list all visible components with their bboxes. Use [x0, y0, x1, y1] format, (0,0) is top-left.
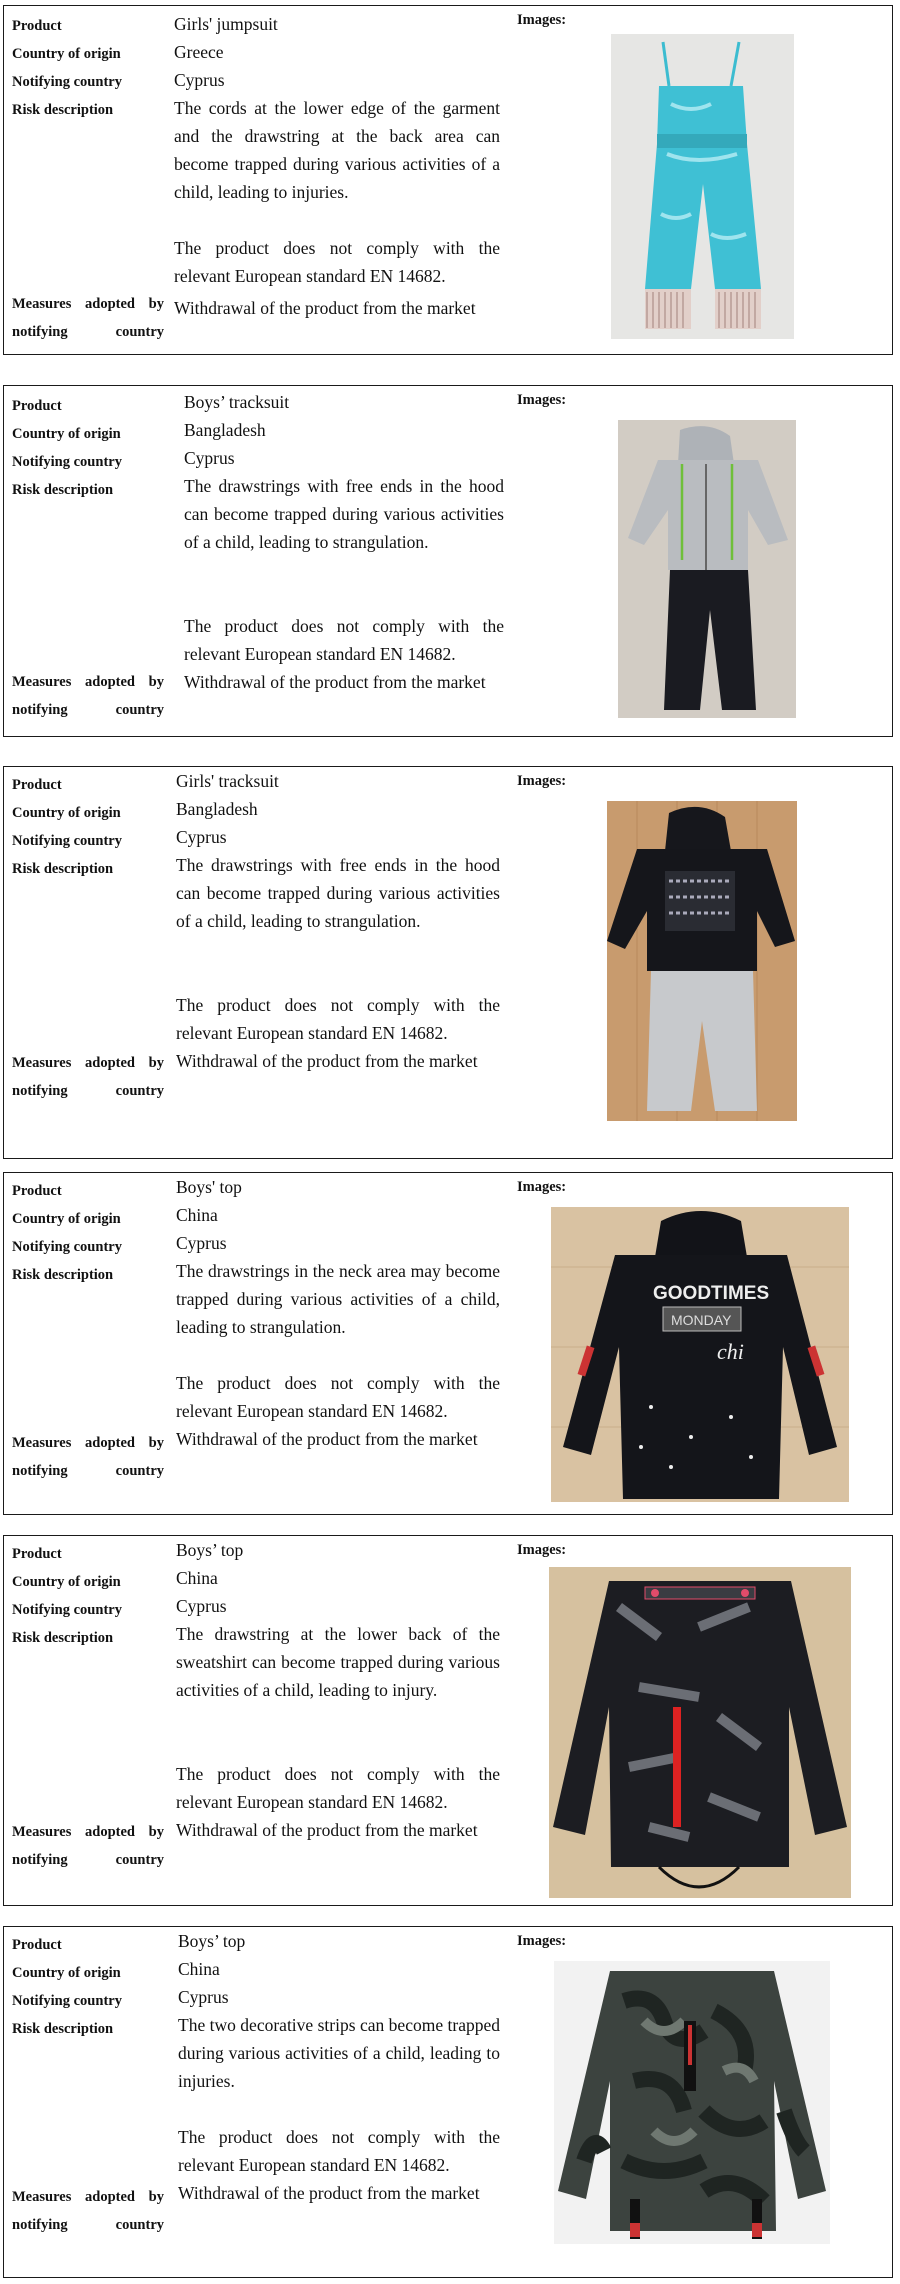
product-label: Product [12, 1183, 62, 1199]
risk-label: Risk description [12, 2021, 114, 2037]
origin-label: Country of origin [12, 1574, 121, 1590]
compliance-value: The product does not comply with the relevant European standard EN 14682. [178, 2127, 500, 2175]
risk-label: Risk description [12, 1267, 114, 1283]
grey-tracksuit-photo [618, 420, 796, 718]
risk-label: Risk description [12, 102, 114, 118]
product-label: Product [12, 1546, 62, 1562]
origin-value: China [178, 1959, 220, 1979]
measures-label: Measures adopted by notifying country [12, 2189, 164, 2233]
risk-label: Risk description [12, 861, 114, 877]
measures-value: Withdrawal of the product from the market [174, 298, 476, 318]
notifying-label: Notifying country [12, 74, 122, 90]
images-label: Images: [517, 392, 567, 408]
jumpsuit-photo [611, 34, 794, 339]
compliance-value: The product does not comply with the relevant European standard EN 14682. [176, 995, 500, 1043]
entry-card-5 [3, 1535, 893, 1906]
compliance-value: The product does not comply with the relevant European standard EN 14682. [174, 238, 500, 286]
risk-value: The two decorative strips can become trapped during various activities of a child, leading to injuries. [178, 2015, 500, 2091]
images-label: Images: [517, 773, 567, 789]
images-label: Images: [517, 12, 567, 28]
product-value: Girls' tracksuit [176, 771, 279, 791]
product-value: Girls' jumpsuit [174, 14, 278, 34]
images-label: Images: [517, 1933, 567, 1949]
risk-label: Risk description [12, 1630, 114, 1646]
product-value: Boys’ tracksuit [184, 392, 290, 412]
measures-value: Withdrawal of the product from the market [176, 1429, 478, 1449]
entry-card-3 [3, 766, 893, 1159]
origin-value: Bangladesh [176, 799, 258, 819]
notifying-label: Notifying country [12, 454, 122, 470]
product-value: Boys’ top [178, 1931, 246, 1951]
compliance-value: The product does not comply with the relevant European standard EN 14682. [176, 1373, 500, 1421]
measures-value: Withdrawal of the product from the market [178, 2183, 480, 2203]
print-text-3: chi [717, 1339, 744, 1364]
risk-value: The cords at the lower edge of the garment and the drawstring at the back area can become trapped during various activities of a child, leading to injuries. [174, 98, 500, 202]
black-hooded-top-photo [551, 1207, 849, 1502]
entry-card-6 [3, 1926, 893, 2278]
origin-label: Country of origin [12, 426, 121, 442]
print-text-2: MONDAY [671, 1312, 732, 1328]
images-label: Images: [517, 1179, 567, 1195]
product-label: Product [12, 18, 62, 34]
origin-value: China [176, 1205, 218, 1225]
notifying-value: Cyprus [176, 827, 227, 847]
measures-label: Measures adopted by notifying country [12, 674, 164, 718]
measures-value: Withdrawal of the product from the market [184, 672, 486, 692]
product-label: Product [12, 777, 62, 793]
product-label: Product [12, 1937, 62, 1953]
measures-value: Withdrawal of the product from the market [176, 1820, 478, 1840]
product-value: Boys' top [176, 1177, 242, 1197]
measures-label: Measures adopted by notifying country [12, 296, 164, 340]
notifying-label: Notifying country [12, 833, 122, 849]
notifying-value: Cyprus [184, 448, 235, 468]
measures-label: Measures adopted by notifying country [12, 1435, 164, 1479]
origin-value: Bangladesh [184, 420, 266, 440]
camouflage-top-photo [554, 1961, 830, 2244]
black-grey-tracksuit-photo [607, 801, 797, 1121]
notifying-value: Cyprus [178, 1987, 229, 2007]
risk-value: The drawstrings with free ends in the hood can become trapped during various activities of a child, leading to strangulation. [184, 476, 504, 552]
entry-card-2 [3, 385, 893, 737]
origin-label: Country of origin [12, 805, 121, 821]
notifying-value: Cyprus [176, 1596, 227, 1616]
notifying-value: Cyprus [174, 70, 225, 90]
notifying-value: Cyprus [176, 1233, 227, 1253]
product-value: Boys’ top [176, 1540, 244, 1560]
images-label: Images: [517, 1542, 567, 1558]
entry-card-1 [3, 5, 893, 355]
measures-value: Withdrawal of the product from the market [176, 1051, 478, 1071]
origin-label: Country of origin [12, 1211, 121, 1227]
product-label: Product [12, 398, 62, 414]
notifying-label: Notifying country [12, 1239, 122, 1255]
compliance-value: The product does not comply with the relevant European standard EN 14682. [176, 1764, 500, 1812]
origin-label: Country of origin [12, 46, 121, 62]
measures-label: Measures adopted by notifying country [12, 1055, 164, 1099]
origin-label: Country of origin [12, 1965, 121, 1981]
measures-label: Measures adopted by notifying country [12, 1824, 164, 1868]
risk-label: Risk description [12, 482, 114, 498]
origin-value: Greece [174, 42, 224, 62]
printed-sweatshirt-photo [549, 1567, 851, 1898]
risk-value: The drawstrings in the neck area may become trapped during various activities of a child, leading to strangulation. [176, 1261, 500, 1337]
compliance-value: The product does not comply with the relevant European standard EN 14682. [184, 616, 504, 664]
origin-value: China [176, 1568, 218, 1588]
print-text-1: GOODTIMES [653, 1283, 770, 1304]
risk-value: The drawstrings with free ends in the hood can become trapped during various activities of a child, leading to strangulation. [176, 855, 500, 931]
notifying-label: Notifying country [12, 1602, 122, 1618]
entry-card-4 [3, 1172, 893, 1515]
notifying-label: Notifying country [12, 1993, 122, 2009]
risk-value: The drawstring at the lower back of the sweatshirt can become trapped during various activities of a child, leading to injury. [176, 1624, 500, 1700]
